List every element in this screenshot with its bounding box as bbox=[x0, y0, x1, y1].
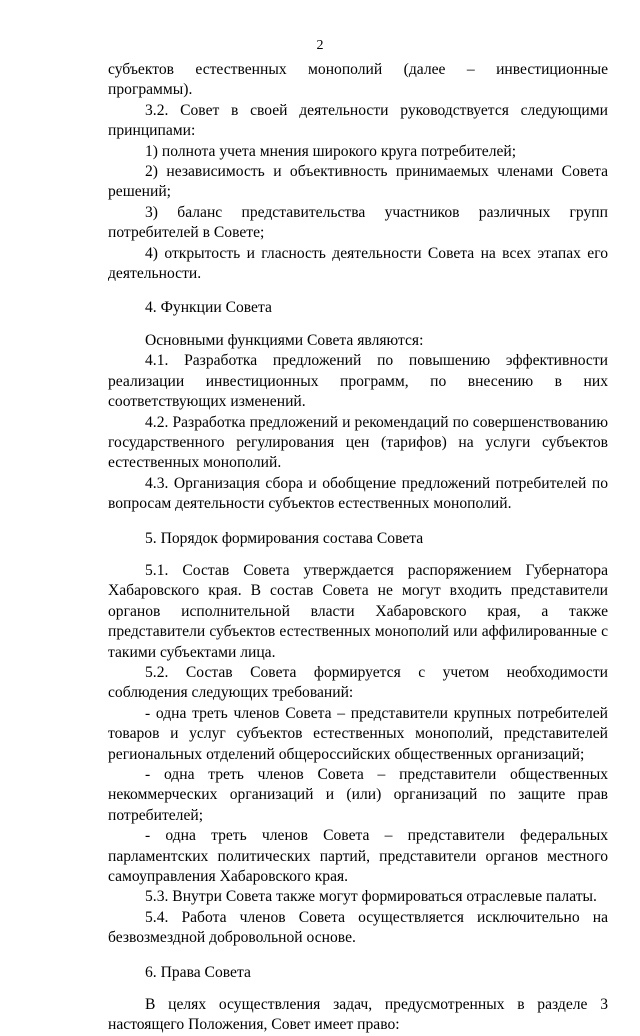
requirement-1: - одна треть членов Совета – представители крупных потребителей товаров и услуг субъектов естественных монополий, представителей региональных отделений общероссийских общественных организаций; bbox=[108, 704, 608, 763]
document-body bbox=[108, 60, 608, 1036]
rights-intro: В целях осуществления задач, предусмотренных в разделе 3 настоящего Положения, Совет имеет право: bbox=[108, 996, 608, 1034]
requirement-2: - одна треть членов Совета – представители общественных некоммерческих организаций и (или) организаций по защите прав потребителей; bbox=[108, 766, 608, 824]
principle-2: 2) независимость и объективность принимаемых членами Совета решений; bbox=[108, 163, 608, 201]
principle-4: 4) открытость и гласность деятельности Совета на всех этапах его деятельности. bbox=[108, 244, 608, 283]
paragraph-5-4: 5.4. Работа членов Совета осуществляется исключительно на безвозмездной добровольной основе. bbox=[108, 908, 608, 947]
paragraph-4-3: 4.3. Организация сбора и обобщение предложений потребителей по вопросам деятельности субъектов естественных монополий. bbox=[108, 474, 608, 513]
paragraph-5-2: 5.2. Состав Совета формируется с учетом необходимости соблюдения следующих требований: bbox=[108, 663, 608, 702]
paragraph-5-1: 5.1. Состав Совета утверждается распоряжением Губернатора Хабаровского края. В состав Совета не могут входить представители органов исполнительной власти Хабаровского края, а также представители субъектов естественных монополий или аффилированные с такими субъектами лица. bbox=[108, 561, 608, 661]
paragraph-4-1: 4.1. Разработка предложений по повышению эффективности реализации инвестиционных программ, по внесению в них соответствующих изменений. bbox=[108, 352, 608, 411]
principle-1: 1) полнота учета мнения широкого круга потребителей; bbox=[145, 142, 517, 160]
principle-3: 3) баланс представительства участников различных групп потребителей в Совете; bbox=[108, 203, 608, 242]
paragraph-4-2: 4.2. Разработка предложений и рекомендаций по совершенствованию государственного регулирования цен (тарифов) на услуги субъектов естественных монополий. bbox=[108, 413, 608, 472]
section-heading-6: 6. Права Совета bbox=[145, 963, 251, 981]
requirement-3: - одна треть членов Совета – представители федеральных парламентских политических партий, представители органов местного самоуправления Хабаровского края. bbox=[108, 827, 608, 886]
section-heading-4: 4. Функции Совета bbox=[145, 299, 272, 317]
functions-intro: Основными функциями Совета являются: bbox=[145, 331, 424, 349]
paragraph-continuation: субъектов естественных монополий (далее – инвестиционные программы). bbox=[108, 61, 608, 99]
paragraph-3-2: 3.2. Совет в своей деятельности руководствуется следующими принципами: bbox=[108, 101, 608, 140]
paragraph-5-3: 5.3. Внутри Совета также могут формироваться отраслевые палаты. bbox=[145, 888, 597, 906]
section-heading-5: 5. Порядок формирования состава Совета bbox=[145, 529, 424, 547]
page-number: 2 bbox=[316, 38, 324, 53]
